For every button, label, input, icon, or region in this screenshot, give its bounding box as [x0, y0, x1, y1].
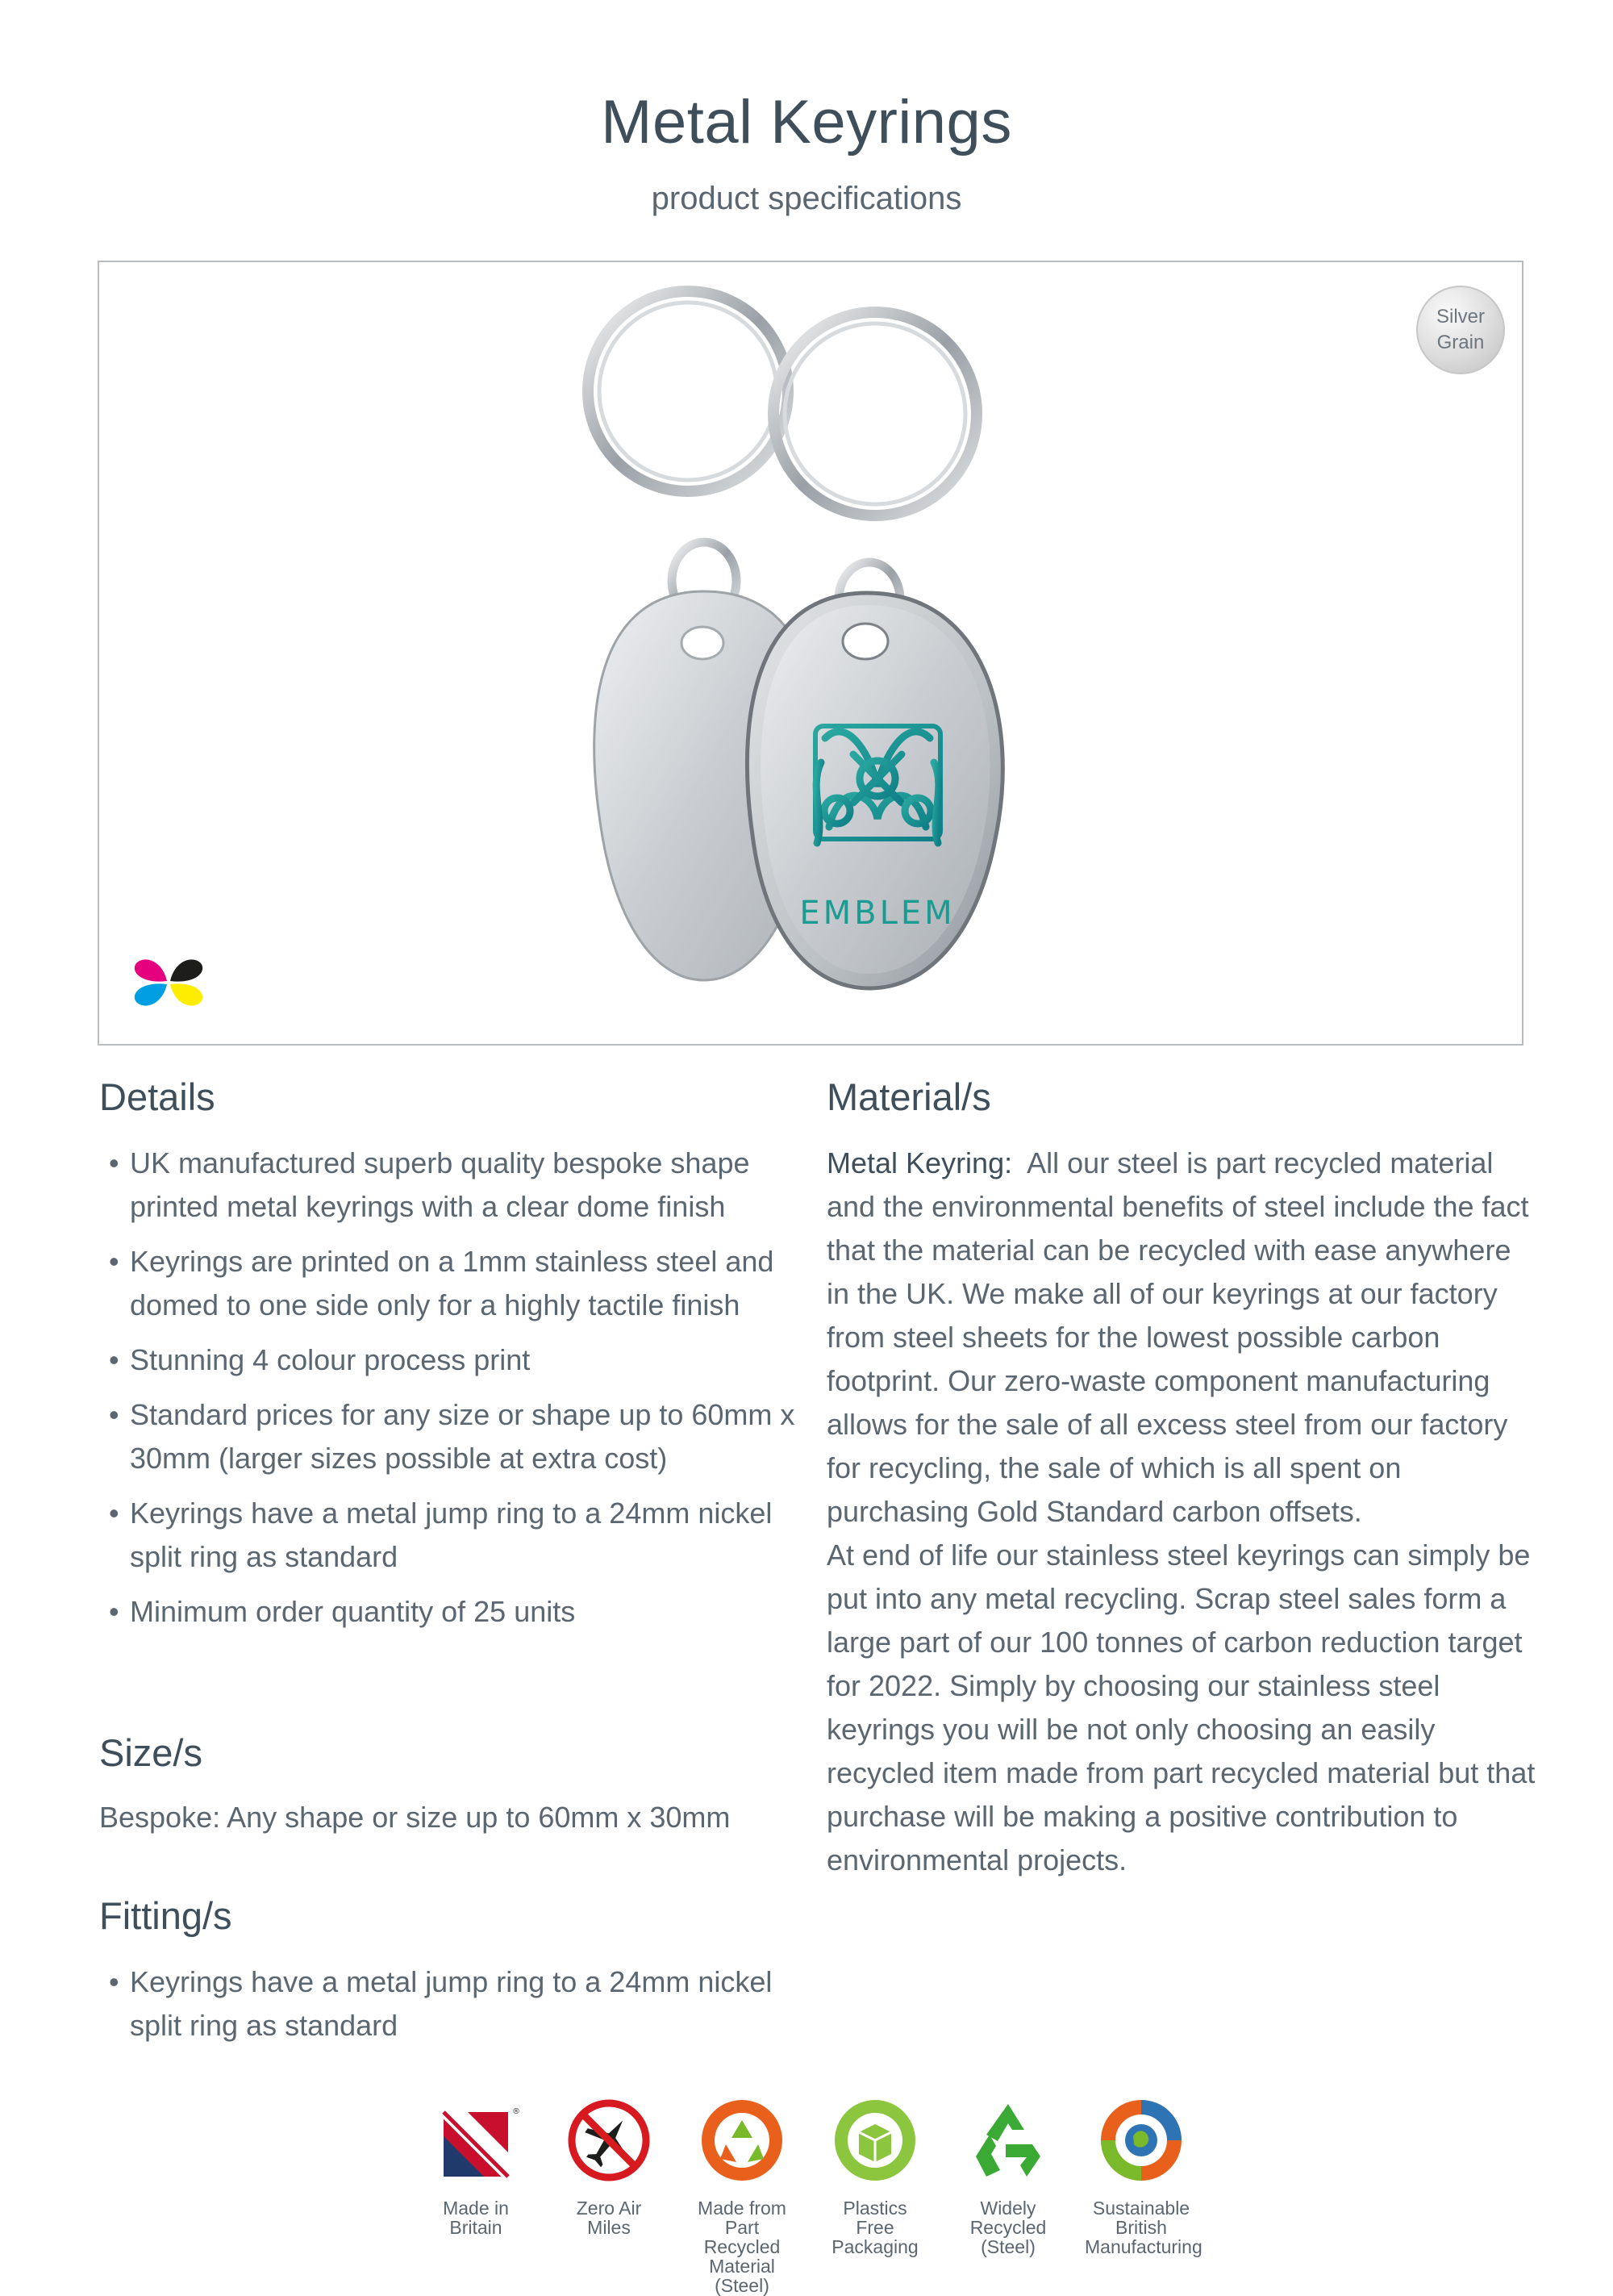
page-title: Metal Keyrings: [601, 88, 1012, 157]
sustainable-icon: [1097, 2096, 1186, 2185]
zero-air-miles-badge: [552, 2096, 665, 2237]
recycled-material-badge: [686, 2096, 798, 2295]
details-heading: Details: [99, 1075, 215, 1118]
details-section: [99, 1069, 809, 1645]
materials-section: [827, 1069, 1536, 1882]
no-plane-icon: [565, 2096, 653, 2185]
fittings-section: [99, 1888, 809, 2059]
icon-caption: Zero Air Miles: [576, 2198, 642, 2238]
sizes-text: Bespoke: Any shape or size up to 60mm x 30mm: [99, 1801, 731, 1834]
cmyk-process-icon: [130, 944, 207, 1021]
fittings-list: [99, 1960, 809, 2048]
icon-caption: Made in Britain: [443, 2198, 509, 2238]
materials-paragraph-1-text: All our steel is part recycled material and the environmental benefits of steel include the fact that the material can be recycled with ease anywhere in the UK. We make all of our keyrings at our factory from steel sheets for the lowest possible carbon footprint. Our zero-waste component manufacturing allows for the sale of all excess steel from our factory for recycling, the sale of which is all spent on purchasing Gold Standard carbon offsets.: [827, 1146, 1529, 1528]
materials-paragraph-1: [827, 1142, 1536, 1534]
svg-text:®: ®: [512, 2107, 520, 2116]
details-list: [99, 1142, 809, 1634]
fittings-heading: Fitting/s: [99, 1894, 232, 1937]
product-image-frame: [98, 261, 1523, 1046]
sustainability-icons: [419, 2096, 1218, 2296]
page-subtitle: product specifications: [651, 181, 962, 216]
silver-grain-badge: [1416, 286, 1505, 374]
materials-paragraph-2: At end of life our stainless steel keyrings can simply be put into any metal recycling. Scrap steel sales form a large part of our 100 tonnes of carbon reduction target for 2022. Simply by choosing our stainless steel keyrings you will be not only choosing an easily recycled item made from part recycled material but that purchase will be making a positive contribution to environmental projects.: [827, 1538, 1536, 1876]
list-item: • Keyrings have a metal jump ring to a 24mm nickel split ring as standard: [99, 1960, 809, 2048]
list-item: • Keyrings have a metal jump ring to a 24mm nickel split ring as standard: [99, 1492, 809, 1579]
list-item: • UK manufactured superb quality bespoke shape printed metal keyrings with a clear dome finish: [99, 1142, 809, 1229]
widely-recycled-badge: [952, 2096, 1065, 2256]
recycle-icon: [964, 2096, 1052, 2185]
keyring-product-photo: [99, 262, 1525, 1047]
plastics-free-badge: [819, 2096, 932, 2256]
materials-lead: Metal Keyring:: [827, 1146, 1013, 1179]
plastics-free-icon: [831, 2096, 919, 2185]
list-item: • Keyrings are printed on a 1mm stainless steel and domed to one side only for a highly tactile finish: [99, 1240, 809, 1327]
list-item: • Stunning 4 colour process print: [99, 1338, 809, 1382]
list-item: • Minimum order quantity of 25 units: [99, 1590, 809, 1634]
icon-caption: Made from Part Recycled Material (Steel): [698, 2198, 786, 2296]
materials-heading: Material/s: [827, 1075, 991, 1118]
union-flag-icon: [431, 2096, 520, 2185]
recycled-materials-icon: [698, 2096, 786, 2185]
list-item: • Standard prices for any size or shape up to 60mm x 30mm (larger sizes possible at extra cost): [99, 1393, 809, 1480]
badge-label: Silver Grain: [1436, 306, 1485, 353]
icon-caption: Sustainable British Manufacturing: [1085, 2198, 1202, 2257]
materials-body: [827, 1142, 1536, 1882]
sizes-heading: Size/s: [99, 1731, 202, 1774]
sizes-section: [99, 1725, 809, 1839]
made-in-britain-badge: [419, 2096, 532, 2237]
emblem-wordmark: EMBLEM: [799, 895, 956, 932]
icon-caption: Plastics Free Packaging: [832, 2198, 919, 2257]
sustainable-manufacturing-badge: [1085, 2096, 1202, 2257]
icon-caption: Widely Recycled (Steel): [969, 2198, 1047, 2257]
